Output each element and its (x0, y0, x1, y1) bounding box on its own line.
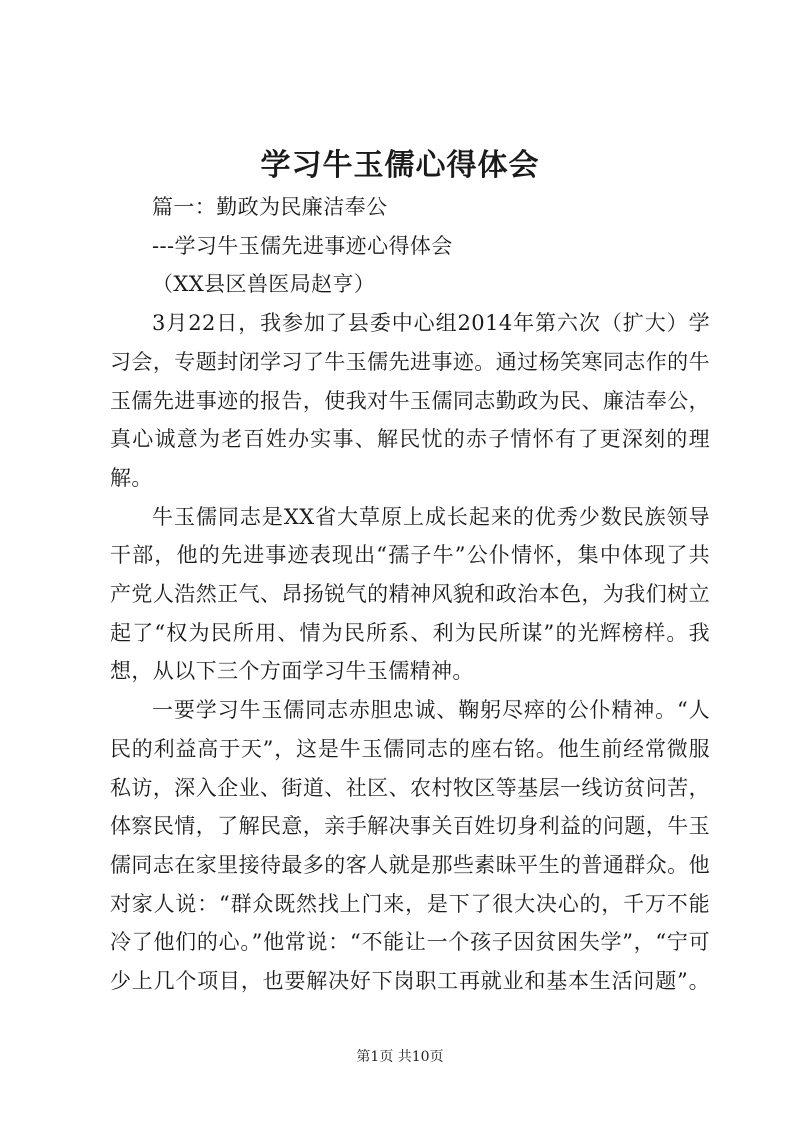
page-footer: 第1页 共10页 (356, 1049, 444, 1065)
page-title: 学习牛玉儒心得体会 (260, 148, 540, 183)
section-subheading: ---学习牛玉儒先进事迹心得体会 (152, 233, 453, 258)
paragraph-3: 一要学习牛玉儒同志赤胆忠诚、鞠躬尽瘁的公仆精神。“人民的利益高于天”，这是牛玉儒同志的座右铭。他生前经常微服私访，深入企业、街道、社区、农村牧区等基层一线访贫问苦，体察民情，了解民意，亲手解决事关百姓切身利益的问题，牛玉儒同志在家里接待最多的客人就是那些素昧平生的普通群众。他对家人说：“群众既然找上门来，是下了很大决心的，千万不能冷了他们的心。”他常说：“不能让一个孩子因贫困失学”，“宁可少上几个项目，也要解决好下岗职工再就业和基本生活问题”。 (110, 698, 710, 994)
paragraph-2: 牛玉儒同志是XX省大草原上成长起来的优秀少数民族领导干部，他的先进事迹表现出“孺子牛”公仆情怀，集中体现了共产党人浩然正气、昂扬锐气的精神风貌和政治本色，为我们树立起了“权为民所用、情为民所系、利为民所谋”的光辉榜样。我想，从以下三个方面学习牛玉儒精神。 (110, 504, 710, 684)
paragraph-1: 3月22日，我参加了县委中心组2014年第六次（扩大）学习会，专题封闭学习了牛玉儒先进事迹。通过杨笑寒同志作的牛玉儒先进事迹的报告，使我对牛玉儒同志勤政为民、廉洁奉公，真心诚意为老百姓办实事、解民忧的赤子情怀有了更深刻的理解。 (110, 311, 710, 490)
document-body (110, 188, 710, 1001)
author-line: （XX县区兽医局赵亨） (152, 272, 376, 297)
section-heading: 篇一：勤政为民廉洁奉公 (152, 195, 388, 219)
